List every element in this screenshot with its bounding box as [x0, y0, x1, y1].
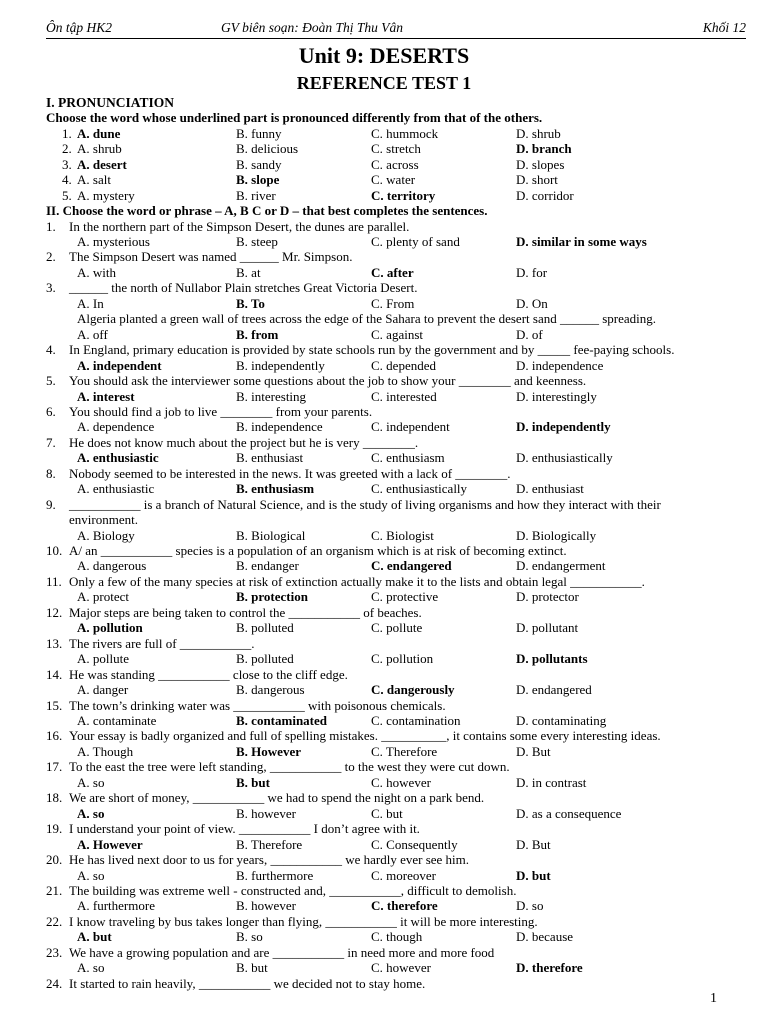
answer-option: B. polluted: [236, 651, 294, 666]
answer-option: D. Biologically: [516, 528, 597, 543]
question-text: Only a few of the many species at risk of extinction actually make it to the lists and obtain legal ___________.: [69, 574, 645, 589]
header-center: GV biên soạn: Đoàn Thị Thu Vân: [221, 20, 404, 35]
unit-title: Unit 9: DESERTS: [298, 43, 470, 68]
answer-option: A. so: [77, 960, 105, 975]
answer-option: C. pollution: [371, 651, 434, 666]
answer-option: C. dangerously: [371, 682, 455, 697]
question-number: 12.: [46, 605, 63, 620]
section-heading: [46, 95, 174, 111]
answer-option: D. branch: [516, 141, 572, 156]
answer-option: C. endangered: [371, 558, 452, 573]
question-text: In England, primary education is provided by state schools run by the government and by _____ fee-paying schools.: [69, 342, 675, 357]
answer-option: C. though: [371, 929, 423, 944]
question-number: 2.: [46, 249, 56, 264]
answer-option: D. therefore: [516, 960, 583, 975]
answer-option: A. enthusiastic: [77, 450, 159, 465]
question-text: The Simpson Desert was named ______ Mr. Simpson.: [69, 249, 353, 264]
item-number: 5.: [62, 188, 72, 203]
section-heading: [46, 203, 488, 219]
question-number: 6.: [46, 404, 56, 419]
page-header: [46, 20, 746, 39]
question-text: It started to rain heavily, ___________ we decided not to stay home.: [69, 976, 426, 991]
answer-option: B. enthusiasm: [236, 481, 315, 496]
answer-option: B. steep: [236, 234, 278, 249]
answer-option: D. corridor: [516, 188, 574, 203]
answer-option: A. so: [77, 806, 105, 821]
answer-option: D. so: [516, 898, 544, 913]
answer-option: A. with: [77, 265, 116, 280]
answer-option: B. however: [236, 806, 296, 821]
answer-option: A. interest: [77, 389, 135, 404]
answer-option: B. enthusiast: [236, 450, 304, 465]
question-text: I understand your point of view. ___________ I don’t agree with it.: [69, 821, 420, 836]
instruction-text: Choose the word whose underlined part is pronounced differently from that of the others.: [46, 110, 543, 125]
question-text: Your essay is badly organized and full of spelling mistakes. __________, it contains some every interesting ideas.: [69, 728, 661, 743]
answer-option: D. endangerment: [516, 558, 606, 573]
answer-option: A. protect: [77, 589, 129, 604]
answer-option: C. against: [371, 327, 423, 342]
item-number: 3.: [62, 157, 72, 172]
answer-option: B. dangerous: [236, 682, 305, 697]
answer-option: C. but: [371, 806, 403, 821]
question-number: 15.: [46, 698, 63, 713]
answer-option: C. From: [371, 296, 415, 311]
answer-option: C. plenty of sand: [371, 234, 460, 249]
answer-option: A. furthermore: [77, 898, 155, 913]
answer-option: B. However: [236, 744, 301, 759]
answer-option: B. slope: [236, 172, 280, 187]
question-number: 16.: [46, 728, 63, 743]
question-number: 8.: [46, 466, 56, 481]
question-number: 24.: [46, 976, 63, 991]
answer-option: A. desert: [77, 157, 127, 172]
answer-option: D. pollutants: [516, 651, 588, 666]
answer-option: D. But: [516, 744, 551, 759]
test-subtitle: REFERENCE TEST 1: [296, 73, 472, 93]
answer-option: C. territory: [371, 188, 436, 203]
question-text: You should find a job to live ________ from your parents.: [69, 404, 373, 419]
answer-option: D. for: [516, 265, 548, 280]
answer-option: B. but: [236, 960, 268, 975]
answer-option: D. as a consequence: [516, 806, 622, 821]
question-number: 21.: [46, 883, 63, 898]
answer-option: D. enthusiast: [516, 481, 584, 496]
answer-option: D. shrub: [516, 126, 561, 141]
answer-option: D. But: [516, 837, 551, 852]
answer-option: D. because: [516, 929, 574, 944]
answer-option: C. therefore: [371, 898, 438, 913]
item-number: 4.: [62, 172, 72, 187]
header-right: Khối 12: [702, 20, 746, 35]
answer-option: B. protection: [236, 589, 308, 604]
answer-option: A. Biology: [77, 528, 135, 543]
question-number: 4.: [46, 342, 56, 357]
answer-option: B. however: [236, 898, 296, 913]
answer-option: B. polluted: [236, 620, 294, 635]
answer-option: B. contaminated: [236, 713, 327, 728]
answer-option: D. enthusiastically: [516, 450, 613, 465]
answer-option: B. river: [236, 188, 276, 203]
answer-option: A. so: [77, 868, 105, 883]
answer-option: B. but: [236, 775, 270, 790]
answer-option: D. slopes: [516, 157, 565, 172]
answer-option: B. at: [236, 265, 261, 280]
answer-option: A. salt: [77, 172, 111, 187]
section-title: I. PRONUNCIATION: [46, 95, 175, 110]
answer-option: A. pollution: [77, 620, 143, 635]
question-text: The town’s drinking water was ___________ with poisonous chemicals.: [69, 698, 446, 713]
question-text: We are short of money, ___________ we had to spend the night on a park bend.: [69, 790, 485, 805]
question-number: 13.: [46, 636, 63, 651]
answer-option: B. endanger: [236, 558, 299, 573]
answer-option: B. interesting: [236, 389, 307, 404]
item-number: 2.: [62, 141, 72, 156]
page-number: 1: [710, 991, 717, 1006]
question-text: ______ the north of Nullabor Plain stretches Great Victoria Desert.: [69, 280, 418, 295]
question-text: The building was extreme well - constructed and, ___________, difficult to demolish.: [69, 883, 517, 898]
answer-option: C. across: [371, 157, 419, 172]
answer-option: A. dune: [77, 126, 121, 141]
answer-option: C. contamination: [371, 713, 461, 728]
answer-option: D. On: [516, 296, 548, 311]
answer-option: A. danger: [77, 682, 129, 697]
question-number: 22.: [46, 914, 63, 929]
question-text: ___________ is a branch of Natural Science, and is the study of living organisms and how they interact with their: [69, 497, 661, 512]
question-number: 9.: [46, 497, 56, 512]
answer-option: C. Therefore: [371, 744, 438, 759]
answer-option: C. water: [371, 172, 416, 187]
question-text: In the northern part of the Simpson Desert, the dunes are parallel.: [69, 219, 410, 234]
answer-option: C. interested: [371, 389, 437, 404]
answer-option: A. dependence: [77, 419, 155, 434]
answer-option: B. furthermore: [236, 868, 314, 883]
question-text: Algeria planted a green wall of trees across the edge of the Sahara to prevent the desert sand ______ spreading.: [77, 311, 657, 326]
answer-option: A. dangerous: [77, 558, 147, 573]
question-number: 19.: [46, 821, 63, 836]
answer-option: C. enthusiasm: [371, 450, 445, 465]
answer-option: B. Therefore: [236, 837, 303, 852]
answer-option: B. delicious: [236, 141, 299, 156]
question-text: A/ an ___________ species is a population of an organism which is at risk of becoming extinct.: [69, 543, 567, 558]
question-text: You should ask the interviewer some questions about the job to show your ________ and keenness.: [69, 373, 587, 388]
question-text: He has lived next door to us for years, ___________ we hardly ever see him.: [69, 852, 470, 867]
answer-option: A. but: [77, 929, 112, 944]
answer-option: A. independent: [77, 358, 162, 373]
answer-option: A. In: [77, 296, 104, 311]
question-text: The rivers are full of ___________.: [69, 636, 255, 651]
question-text: He was standing ___________ close to the cliff edge.: [69, 667, 348, 682]
answer-option: C. Biologist: [371, 528, 434, 543]
question-number: 1.: [46, 219, 56, 234]
question-text: To the east the tree were left standing, ___________ to the west they were cut down.: [69, 759, 510, 774]
header-left: Ôn tập HK2: [46, 20, 113, 35]
answer-option: A. shrub: [77, 141, 122, 156]
answer-option: D. endangered: [516, 682, 592, 697]
answer-option: A. pollute: [77, 651, 129, 666]
question-number: 18.: [46, 790, 63, 805]
answer-option: A. contaminate: [77, 713, 157, 728]
answer-option: B. Biological: [236, 528, 306, 543]
answer-option: C. independent: [371, 419, 450, 434]
answer-option: C. enthusiastically: [371, 481, 468, 496]
answer-option: D. but: [516, 868, 551, 883]
question-number: 20.: [46, 852, 63, 867]
section-title: II. Choose the word or phrase – A, B C or D – that best completes the sentences.: [46, 203, 488, 218]
answer-option: D. protector: [516, 589, 579, 604]
answer-option: B. so: [236, 929, 263, 944]
answer-option: D. in contrast: [516, 775, 587, 790]
answer-option: A. so: [77, 775, 105, 790]
question-number: 5.: [46, 373, 56, 388]
answer-option: B. independently: [236, 358, 325, 373]
question-number: 23.: [46, 945, 63, 960]
answer-option: C. however: [371, 960, 431, 975]
question-text: Nobody seemed to be interested in the news. It was greeted with a lack of ________.: [69, 466, 511, 481]
question-number: 7.: [46, 435, 56, 450]
question-text: We have a growing population and are ___________ in need more and more food: [69, 945, 495, 960]
answer-option: B. funny: [236, 126, 282, 141]
answer-option: D. independence: [516, 358, 604, 373]
answer-option: C. after: [371, 265, 414, 280]
answer-option: A. Though: [77, 744, 134, 759]
answer-option: C. however: [371, 775, 431, 790]
answer-option: C. depended: [371, 358, 436, 373]
question-number: 14.: [46, 667, 63, 682]
answer-option: B. sandy: [236, 157, 282, 172]
answer-option: D. pollutant: [516, 620, 579, 635]
answer-option: B. To: [236, 296, 265, 311]
answer-option: A. However: [77, 837, 143, 852]
question-number: 10.: [46, 543, 63, 558]
answer-option: D. independently: [516, 419, 611, 434]
answer-option: A. enthusiastic: [77, 481, 155, 496]
question-text: I know traveling by bus takes longer than flying, ___________ it will be more interesting.: [69, 914, 538, 929]
answer-option: C. protective: [371, 589, 439, 604]
answer-option: D. similar in some ways: [516, 234, 647, 249]
answer-option: C. pollute: [371, 620, 423, 635]
answer-option: D. contaminating: [516, 713, 607, 728]
answer-option: B. from: [236, 327, 279, 342]
question-number: 3.: [46, 280, 56, 295]
answer-option: C. moreover: [371, 868, 436, 883]
question-number: 17.: [46, 759, 63, 774]
answer-option: A. mystery: [77, 188, 135, 203]
answer-option: D. interestingly: [516, 389, 597, 404]
answer-option: A. mysterious: [77, 234, 150, 249]
question-text: Major steps are being taken to control the ___________ of beaches.: [69, 605, 422, 620]
question-text: environment.: [69, 512, 138, 527]
question-text: He does not know much about the project but he is very ________.: [69, 435, 419, 450]
instruction: [46, 110, 542, 126]
answer-option: B. independence: [236, 419, 323, 434]
answer-option: D. of: [516, 327, 543, 342]
answer-option: C. stretch: [371, 141, 421, 156]
question-number: 11.: [46, 574, 62, 589]
answer-option: C. hummock: [371, 126, 439, 141]
item-number: 1.: [62, 126, 72, 141]
answer-option: A. off: [77, 327, 108, 342]
answer-option: D. short: [516, 172, 558, 187]
answer-option: C. Consequently: [371, 837, 458, 852]
